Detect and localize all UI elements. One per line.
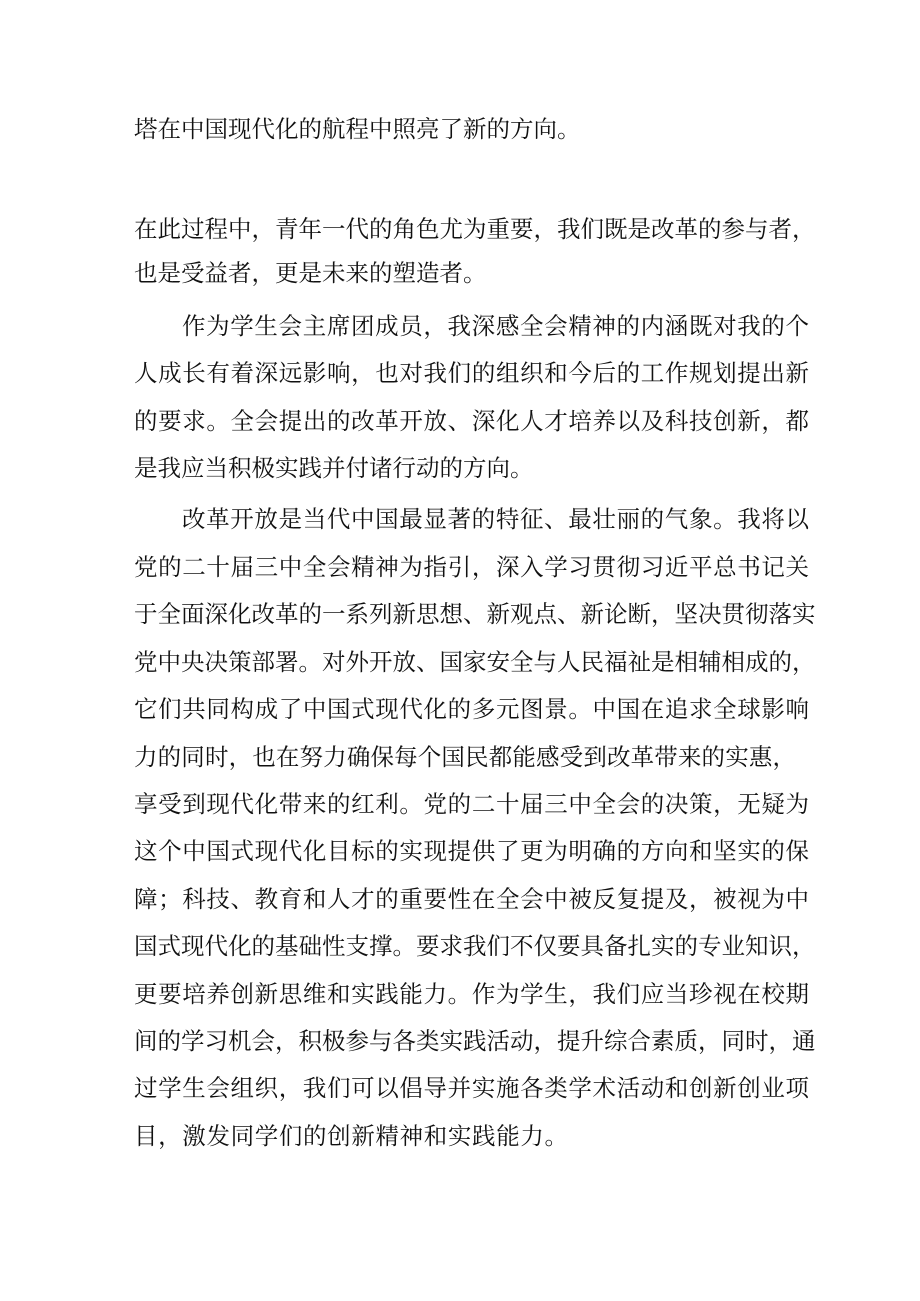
line-text: 目，激发同学们的创新精神和实践能力。 (134, 1122, 568, 1150)
line-text: 作为学生会主席团成员，我深感全会精神的内涵既对我的个 (182, 312, 809, 340)
text-line (0, 301, 920, 351)
line-text: 的要求。全会提出的改革开放、深化人才培养以及科技创新，都 (134, 407, 809, 435)
line-text: 它们共同构成了中国式现代化的多元图景。中国在追求全球影响 (134, 695, 809, 723)
text-line (0, 1111, 920, 1161)
text-line (0, 684, 920, 734)
text-line (0, 396, 920, 446)
text-line (0, 732, 920, 782)
line-text: 更要培养创新思维和实践能力。作为学生，我们应当珍视在校期 (134, 980, 809, 1008)
line-text: 享受到现代化带来的红利。党的二十届三中全会的决策，无疑为 (134, 790, 809, 818)
line-text: 是我应当积极实践并付诸行动的方向。 (134, 454, 534, 482)
line-text: 间的学习机会，积极参与各类实践活动，提升综合素质，同时，通 (134, 1027, 816, 1055)
text-line (0, 542, 920, 592)
line-text: 力的同时，也在努力确保每个国民都能感受到改革带来的实惠， (134, 743, 796, 771)
line-text: 这个中国式现代化目标的实现提供了更为明确的方向和坚实的保 (134, 837, 809, 865)
text-line (0, 104, 920, 154)
text-line (0, 969, 920, 1019)
text-line (0, 826, 920, 876)
line-text: 党的二十届三中全会精神为指引，深入学习贯彻习近平总书记关 (134, 553, 809, 581)
line-text: 障；科技、教育和人才的重要性在全会中被反复提及，被视为中 (134, 885, 809, 913)
text-line (0, 494, 920, 544)
text-line (0, 779, 920, 829)
text-line (0, 589, 920, 639)
text-line (0, 443, 920, 493)
text-line (0, 1016, 920, 1066)
text-line (0, 204, 920, 254)
text-line (0, 1063, 920, 1113)
text-line (0, 348, 920, 398)
line-text: 党中央决策部署。对外开放、国家安全与人民福祉是相辅相成的， (134, 648, 816, 676)
line-text: 塔在中国现代化的航程中照亮了新的方向。 (134, 115, 581, 143)
line-text: 在此过程中，青年一代的角色尤为重要，我们既是改革的参与者， (134, 215, 816, 243)
text-line (0, 248, 920, 298)
line-text: 人成长有着深远影响，也对我们的组织和今后的工作规划提出新 (134, 359, 809, 387)
line-text: 改革开放是当代中国最显著的特征、最壮丽的气象。我将以 (182, 505, 809, 533)
text-line (0, 874, 920, 924)
text-line (0, 637, 920, 687)
line-text: 于全面深化改革的一系列新思想、新观点、新论断，坚决贯彻落实 (134, 600, 816, 628)
line-text: 国式现代化的基础性支撑。要求我们不仅要具备扎实的专业知识， (134, 932, 816, 960)
line-text: 也是受益者，更是未来的塑造者。 (134, 259, 487, 287)
text-line (0, 921, 920, 971)
line-text: 过学生会组织，我们可以倡导并实施各类学术活动和创新创业项 (134, 1074, 809, 1102)
